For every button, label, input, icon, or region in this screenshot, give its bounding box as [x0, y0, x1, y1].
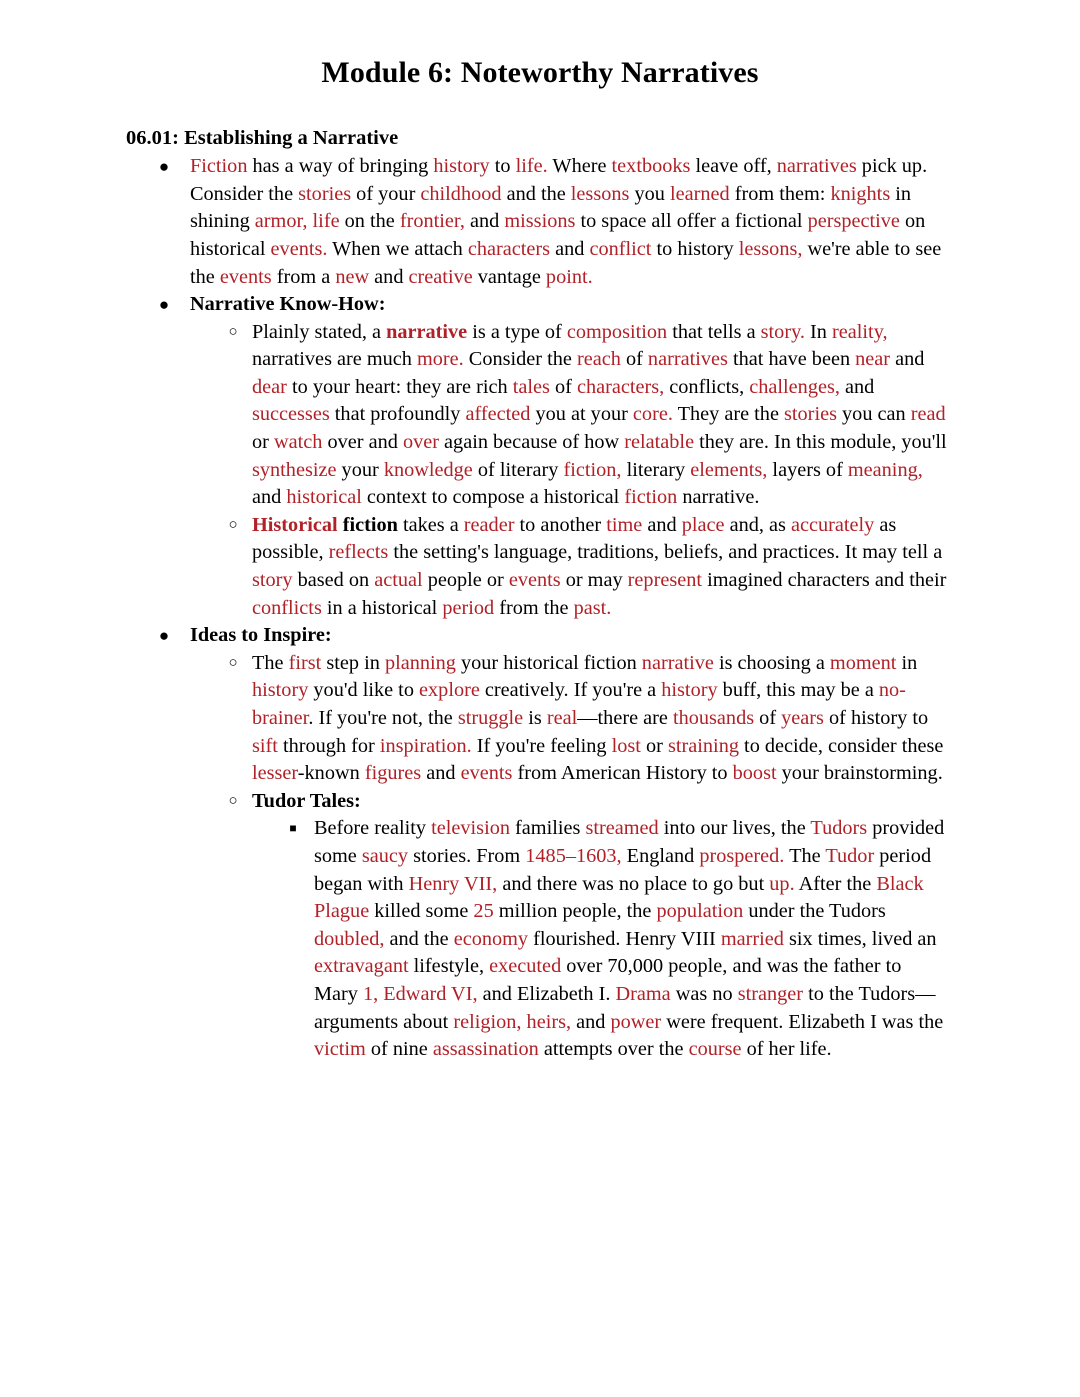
section-heading: 06.01: Establishing a Narrative [126, 126, 399, 149]
bullet-circle-icon: ○ [228, 323, 238, 340]
paragraph-fiction: Fiction has a way of bringing history to life. Where textbooks leave off, narratives pick up. Consider the stories of your childhood and the lessons you learned from them: knights in shining armor, life on the frontier, and missions to space all offer a fictional perspective on historical events. When we attach characters and conflict to history lessons, we're able to see the events from a new and creative vantage point. [190, 155, 942, 288]
list-item-first-step [0, 650, 1080, 788]
sublist-narrative-know-how [0, 319, 1080, 623]
bullet-circle-icon: ○ [228, 516, 238, 533]
list-item-historical-fiction [0, 512, 1080, 622]
list-item-narrative-definition [0, 319, 1080, 512]
list-item-ideas-to-inspire [0, 622, 1080, 650]
page-title: Module 6: Noteworthy Narratives [321, 56, 759, 89]
sublist-ideas-to-inspire [0, 650, 1080, 1064]
sublist-tudor-tales [0, 815, 1080, 1063]
heading-tudor-tales: Tudor Tales: [252, 789, 361, 812]
bullet-square-icon: ■ [289, 821, 297, 836]
heading-narrative-know-how: Narrative Know-How: [190, 293, 386, 316]
bullet-circle-icon: ○ [228, 792, 238, 809]
heading-ideas-to-inspire: Ideas to Inspire: [190, 624, 332, 647]
bullet-disc-icon: ● [158, 157, 170, 177]
paragraph-first-step: The first step in planning your historical fiction narrative is choosing a moment in history you'd like to explore creatively. If you're a history buff, this may be a no-brainer. If you're not, the struggle is real—there are thousands of years of history to sift through for inspiration. If you're feeling lost or straining to decide, consider these lesser-known figures and events from American History to boost your brainstorming. [252, 651, 944, 785]
list-item-tudor-paragraph [0, 815, 1080, 1063]
list-item-narrative-know-how [0, 291, 1080, 319]
list-item-fiction [0, 153, 1080, 291]
bullet-disc-icon: ● [158, 295, 170, 315]
list-item-tudor-tales [0, 788, 1080, 816]
paragraph-historical-fiction: Historical fiction takes a reader to another time and place and, as accurately as possible, reflects the setting's language, traditions, beliefs, and practices. It may tell a story based on actual people or events or may represent imagined characters and their conflicts in a historical period from the past. [252, 513, 947, 619]
paragraph-tudor: Before reality television families streamed into our lives, the Tudors provided some saucy stories. From 1485–1603, England prospered. The Tudor period began with Henry VII, and there was no place to go but up. After the Black Plague killed some 25 million people, the population under the Tudors doubled, and the economy flourished. Henry VIII married six times, lived an extravagant lifestyle, executed over 70,000 people, and was the father to Mary 1, Edward VI, and Elizabeth I. Drama was no stranger to the Tudors—arguments about religion, heirs, and power were frequent. Elizabeth I was the victim of nine assassination attempts over the course of her life. [314, 817, 945, 1061]
outline-list [0, 153, 1080, 1064]
bullet-circle-icon: ○ [228, 654, 238, 671]
paragraph-narrative-definition: Plainly stated, a narrative is a type of composition that tells a story. In reality, narratives are much more. Consider the reach of narratives that have been near and dear to your heart: they are rich tales of characters, conflicts, challenges, and successes that profoundly affected you at your core. They are the stories you can read or watch over and over again because of how relatable they are. In this module, you'll synthesize your knowledge of literary fiction, literary elements, layers of meaning, and historical context to compose a historical fiction narrative. [252, 320, 947, 509]
bullet-disc-icon: ● [158, 626, 170, 646]
